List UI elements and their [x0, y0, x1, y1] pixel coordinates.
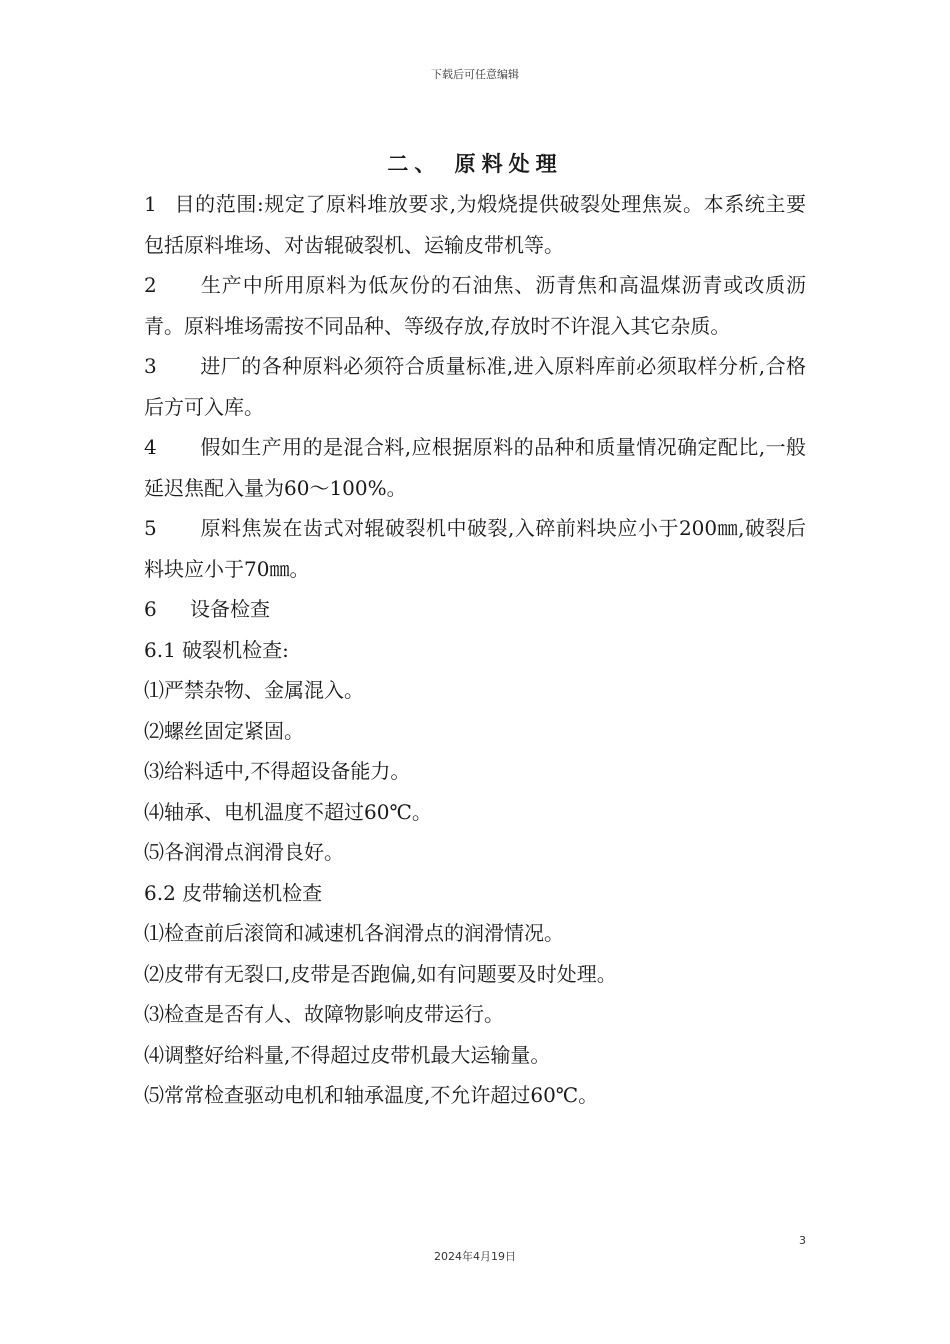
paragraph-6: [144, 589, 806, 630]
list-item: ⑸常常检查驱动电机和轴承温度,不允许超过60℃。: [144, 1083, 599, 1107]
paragraph-3: [144, 346, 806, 427]
list-item: ⑶检查是否有人、故障物影响皮带运行。: [144, 1002, 504, 1026]
page-number: 3: [799, 1234, 806, 1247]
paragraph-number: 2: [144, 273, 157, 297]
list-item: ⑴严禁杂物、金属混入。: [144, 678, 364, 702]
paragraph-number: 3: [144, 354, 157, 378]
list-item: ⑷轴承、电机温度不超过60℃。: [144, 799, 432, 824]
paragraph-number: 6: [144, 597, 157, 621]
paragraph-4: [144, 427, 806, 508]
paragraph-text: 假如生产用的是混合料,应根据原料的品种和质量情况确定配比,一般延迟焦配入量为60～100%。: [144, 435, 806, 500]
list-item: ⑷调整好给料量,不得超过皮带机最大运输量。: [144, 1042, 551, 1067]
paragraph-text: 目的范围:规定了原料堆放要求,为煅烧提供破裂处理焦炭。本系统主要包括原料堆场、对齿辊破裂机、运输皮带机等。: [144, 192, 806, 257]
document-body: [144, 184, 806, 1116]
page-footer-date: 2024年4月19日: [434, 1250, 516, 1263]
list-item: ⑵皮带有无裂口,皮带是否跑偏,如有问题要及时处理。: [144, 961, 617, 986]
paragraph-text: 生产中所用原料为低灰份的石油焦、沥青焦和高温煤沥青或改质沥青。原料堆场需按不同品种、等级存放,存放时不许混入其它杂质。: [144, 273, 806, 338]
list-item: 6.1 破裂机检查:: [144, 637, 289, 662]
paragraph-number: 5: [144, 516, 157, 540]
list-item: ⑶给料适中,不得超设备能力。: [144, 759, 411, 783]
list-item: ⑵螺丝固定紧固。: [144, 718, 304, 743]
paragraph-1: [144, 184, 806, 265]
paragraph-text: 设备检查: [190, 597, 270, 621]
list-item: 6.2 皮带输送机检查: [144, 880, 323, 905]
section-title: 二、 原料处理: [387, 151, 563, 176]
paragraph-text: 原料焦炭在齿式对辊破裂机中破裂,入碎前料块应小于200㎜,破裂后料块应小于70㎜。: [144, 516, 806, 581]
paragraph-5: [144, 508, 806, 589]
paragraph-number: 4: [144, 435, 157, 459]
paragraph-2: [144, 265, 806, 346]
paragraph-text: 进厂的各种原料必须符合质量标准,进入原料库前必须取样分析,合格后方可入库。: [144, 354, 806, 419]
paragraph-number: 1: [144, 192, 157, 216]
list-item: ⑴检查前后滚筒和减速机各润滑点的润滑情况。: [144, 921, 564, 945]
page-header: 下载后可任意编辑: [431, 68, 519, 81]
list-item: ⑸各润滑点润滑良好。: [144, 840, 344, 864]
